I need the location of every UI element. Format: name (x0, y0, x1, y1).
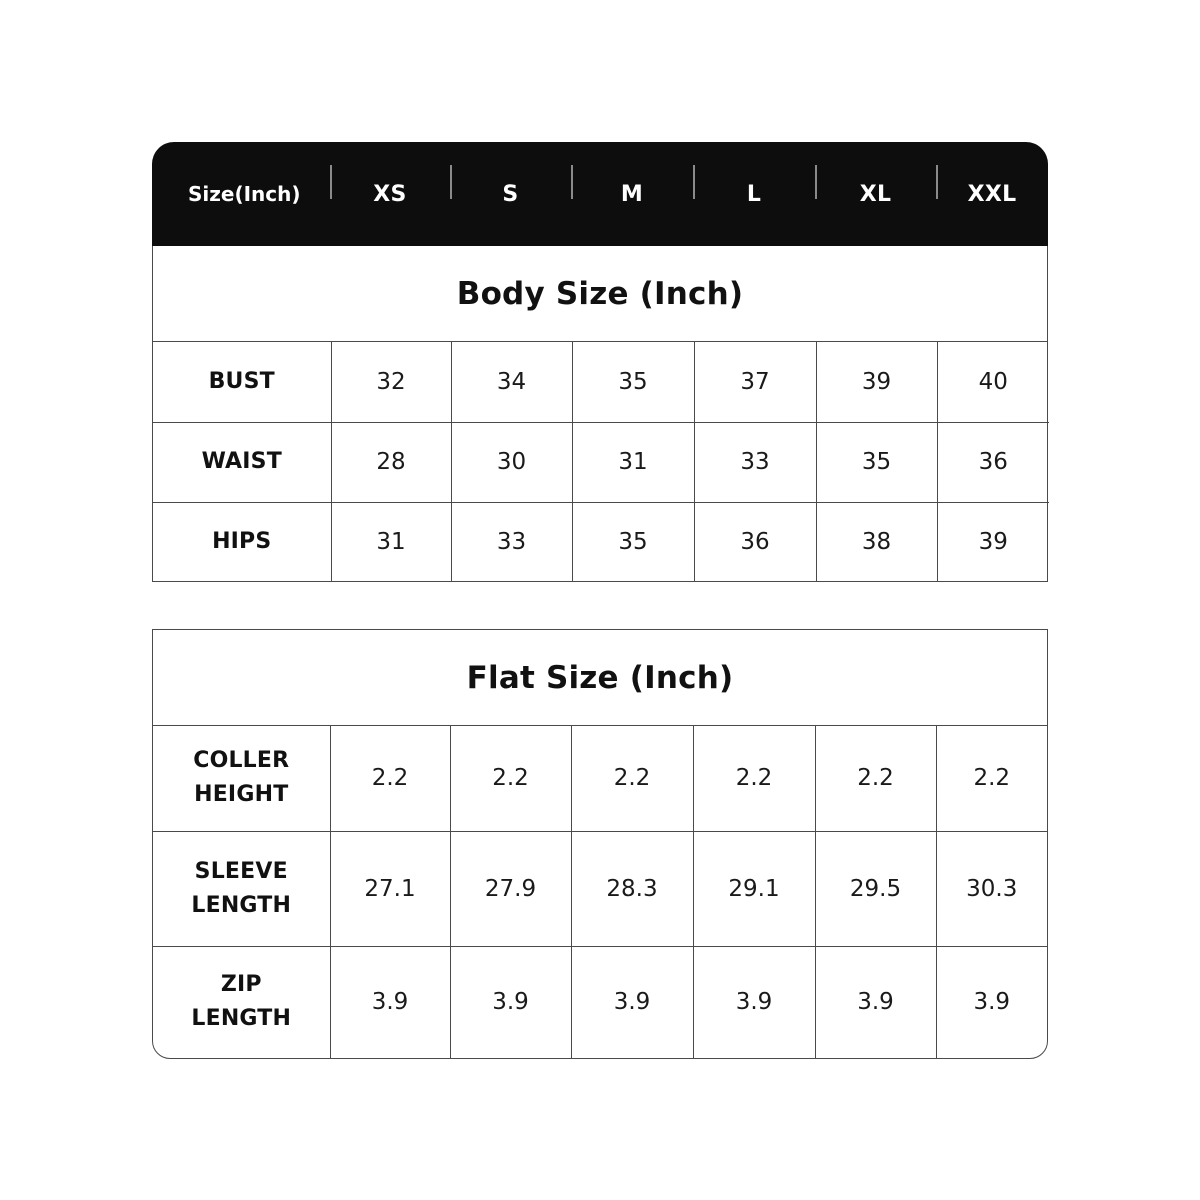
header-size-xxl: XXL (936, 182, 1048, 207)
flat-size-title: Flat Size (Inch) (153, 630, 1047, 726)
row-label-line: HEIGHT (194, 782, 289, 808)
table-cell: 33 (451, 502, 572, 582)
table-cell: 30.3 (936, 831, 1047, 946)
row-label-line: SLEEVE (194, 858, 288, 884)
table-cell: 2.2 (815, 726, 936, 831)
table-cell: 36 (937, 422, 1049, 502)
table-cell: 36 (694, 502, 816, 582)
table-cell: 2.2 (330, 726, 450, 831)
table-cell: 2.2 (936, 726, 1047, 831)
size-chart-top (152, 142, 1048, 582)
table-cell: 33 (694, 422, 816, 502)
table-cell: 35 (816, 422, 937, 502)
header-size-l: L (693, 182, 815, 207)
table-cell: 39 (816, 342, 937, 422)
table-cell: 37 (694, 342, 816, 422)
header-size-xl: XL (815, 182, 936, 207)
table-cell: 34 (451, 342, 572, 422)
row-label-waist: WAIST (153, 422, 331, 502)
table-cell: 28.3 (571, 831, 693, 946)
table-row-bust (153, 342, 1049, 422)
table-cell: 3.9 (571, 946, 693, 1058)
table-row-sleeve-length (153, 831, 1047, 946)
row-label-zip-length (153, 946, 330, 1058)
table-cell: 3.9 (450, 946, 571, 1058)
table-cell: 31 (331, 502, 451, 582)
row-label-line: ZIP (220, 972, 262, 998)
table-row-waist (153, 422, 1049, 502)
table-cell: 2.2 (693, 726, 815, 831)
table-cell: 29.5 (815, 831, 936, 946)
header-size-xs: XS (330, 182, 450, 207)
table-cell: 2.2 (571, 726, 693, 831)
body-size-block (152, 246, 1048, 582)
row-label-collar-height (153, 726, 330, 831)
size-header-bar (152, 142, 1048, 246)
table-cell: 27.9 (450, 831, 571, 946)
body-size-table (153, 342, 1049, 582)
table-row-hips (153, 502, 1049, 582)
row-label-bust: BUST (153, 342, 331, 422)
flat-size-block (152, 629, 1048, 1059)
table-cell: 32 (331, 342, 451, 422)
header-size-s: S (450, 182, 571, 207)
table-cell: 35 (572, 342, 694, 422)
table-row-collar-height (153, 726, 1047, 831)
table-cell: 2.2 (450, 726, 571, 831)
table-cell: 31 (572, 422, 694, 502)
flat-size-table (153, 726, 1047, 1058)
table-cell: 3.9 (330, 946, 450, 1058)
table-cell: 30 (451, 422, 572, 502)
header-size-unit-label: Size(Inch) (188, 182, 301, 206)
table-cell: 39 (978, 529, 1008, 556)
table-cell: 35 (572, 502, 694, 582)
table-cell: 29.1 (693, 831, 815, 946)
row-label-line: LENGTH (191, 892, 292, 918)
body-size-title: Body Size (Inch) (153, 246, 1047, 342)
table-cell: 38 (816, 502, 937, 582)
row-label-sleeve-length (153, 831, 330, 946)
row-label-hips: HIPS (153, 502, 331, 582)
table-cell: 40 (937, 342, 1049, 422)
header-size-m: M (571, 182, 693, 207)
table-cell: 3.9 (693, 946, 815, 1058)
table-cell: 3.9 (973, 989, 1011, 1016)
table-cell: 3.9 (815, 946, 936, 1058)
row-label-line: COLLER (193, 748, 290, 774)
table-cell: 27.1 (330, 831, 450, 946)
row-label-line: LENGTH (191, 1006, 292, 1032)
table-cell: 28 (331, 422, 451, 502)
table-row-zip-length (153, 946, 1047, 1058)
